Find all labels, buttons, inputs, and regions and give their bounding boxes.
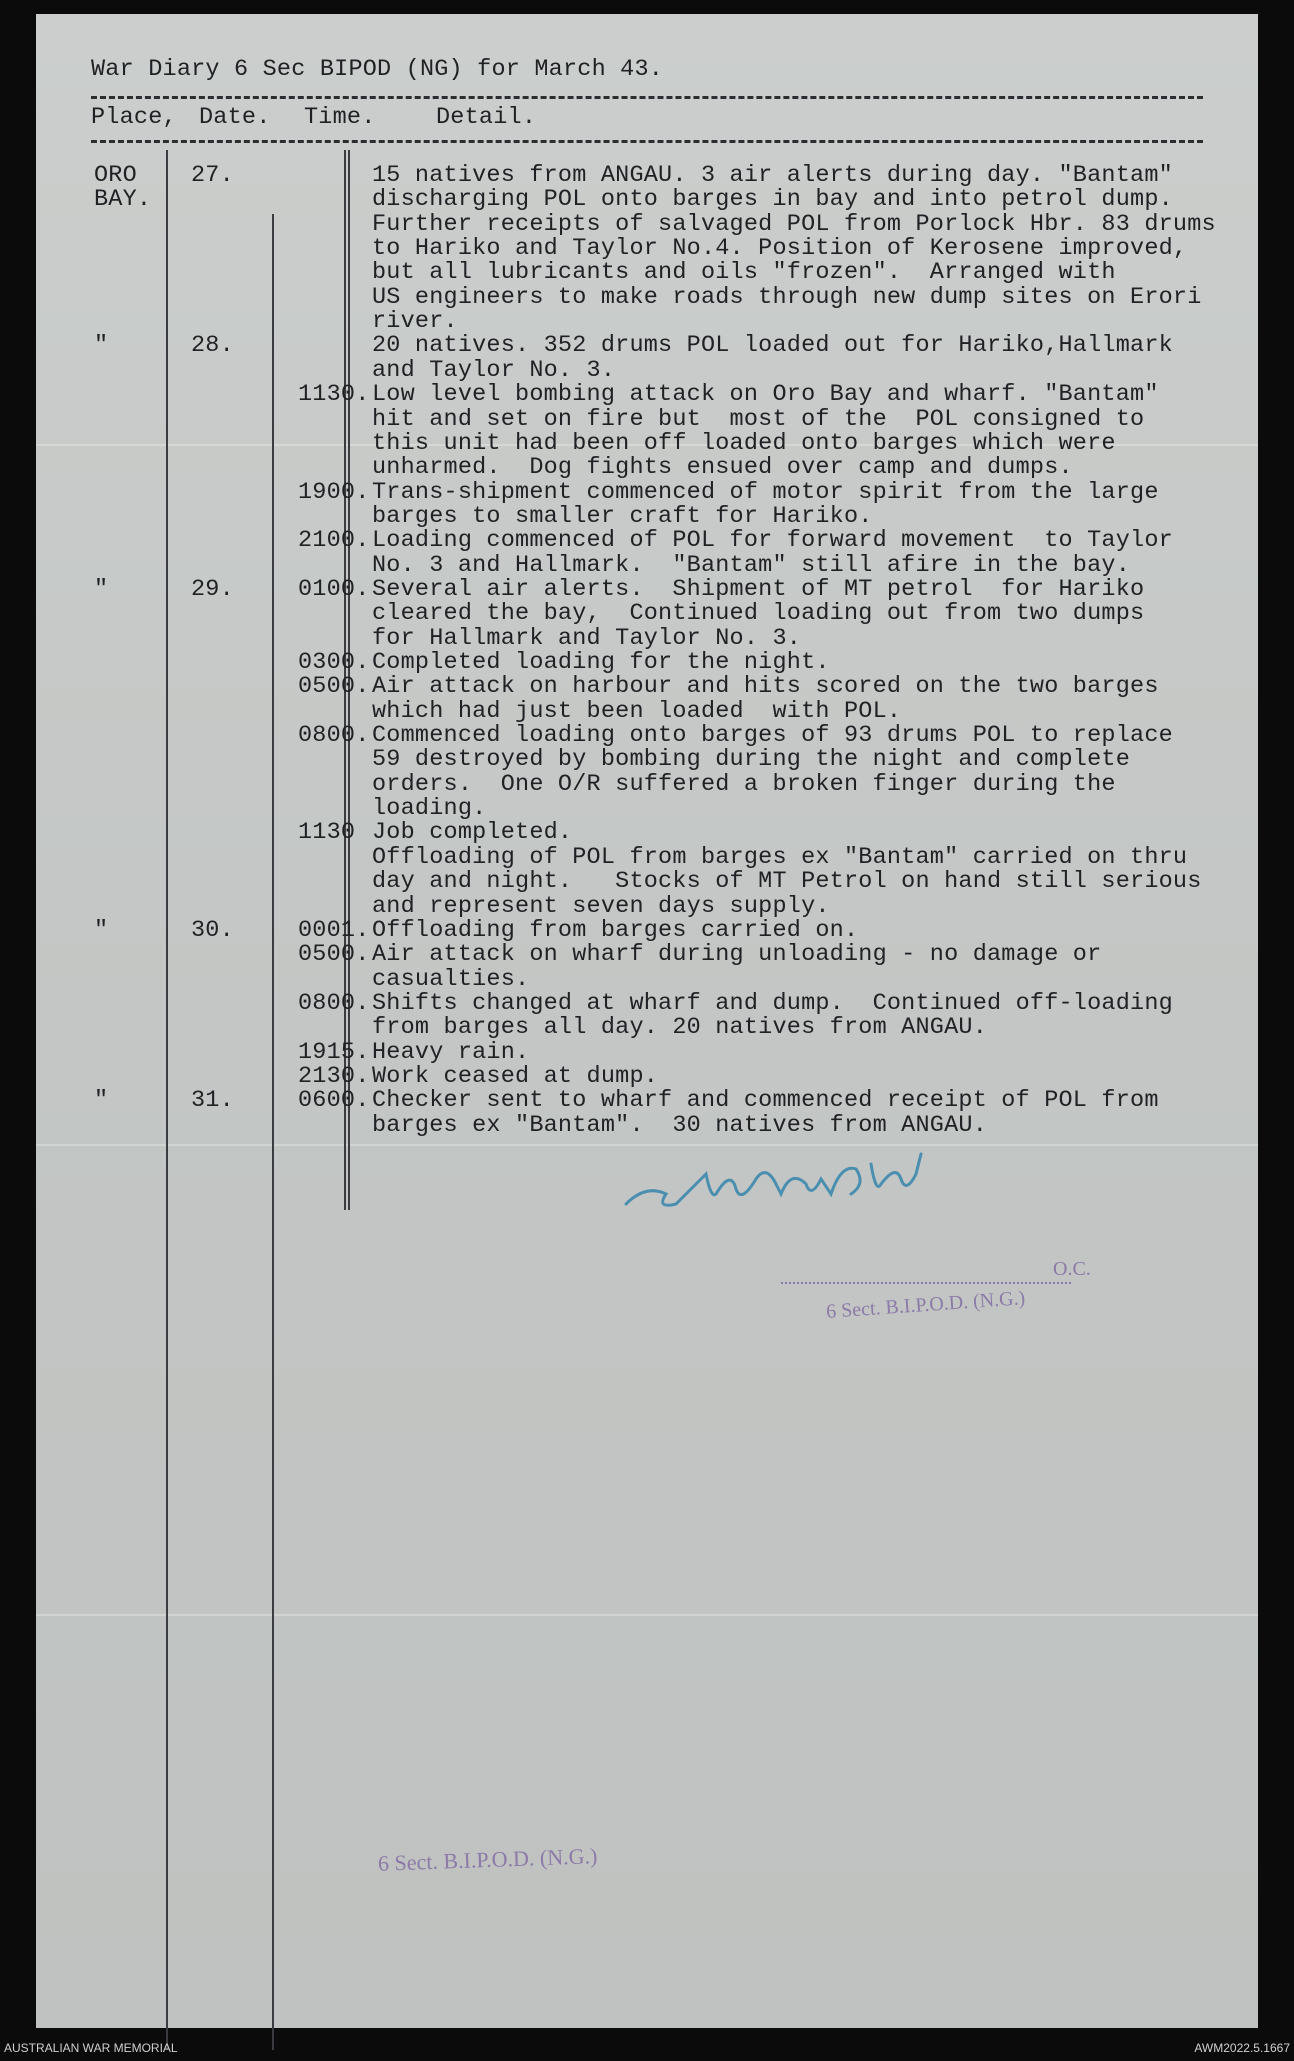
entry-detail: and represent seven days supply. xyxy=(372,892,830,920)
diary-title: War Diary 6 Sec BIPOD (NG) for March 43. xyxy=(91,56,664,83)
column-rule-date xyxy=(272,214,274,2050)
entry-detail: US engineers to make roads through new dump sites on Erori xyxy=(372,283,1202,311)
entry-detail: which had just been loaded with POL. xyxy=(372,697,902,725)
entry-detail: discharging POL onto barges in bay and into petrol dump. xyxy=(372,186,1173,214)
stamp-unit-label: 6 Sect. B.I.P.O.D. (N.G.) xyxy=(825,1287,1026,1323)
entry-date: 30. xyxy=(191,916,234,944)
entry-time: 0800. xyxy=(298,989,370,1017)
entry-detail: 59 destroyed by bombing during the night and complete xyxy=(372,746,1131,774)
entry-detail: cleared the bay, Continued loading out from two dumps xyxy=(372,600,1145,628)
entry-place: " xyxy=(94,1087,109,1115)
column-rule-place xyxy=(166,150,168,2050)
entry-detail: from barges all day. 20 natives from ANGAU. xyxy=(372,1014,987,1042)
entry-place: " xyxy=(94,916,109,944)
entry-detail: barges to smaller craft for Hariko. xyxy=(372,502,873,530)
entry-place: " xyxy=(94,575,109,603)
entry-detail: unharmed. Dog fights ensued over camp and dumps. xyxy=(372,454,1073,482)
entry-time: 1900. xyxy=(298,478,370,506)
entry-time: 0100. xyxy=(298,575,370,603)
entry-time: 1915. xyxy=(298,1038,370,1066)
entry-time: 0800. xyxy=(298,722,370,750)
entry-time: 2130. xyxy=(298,1062,370,1090)
entry-date: 28. xyxy=(191,332,234,360)
stamp-oc-label: O.C. xyxy=(1053,1258,1091,1280)
entry-date: 31. xyxy=(191,1087,234,1115)
entry-time: 0500. xyxy=(298,941,370,969)
stamp-signature-line xyxy=(781,1282,1071,1284)
entry-detail: for Hallmark and Taylor No. 3. xyxy=(372,624,802,652)
column-header-place: Place, xyxy=(91,104,177,131)
entry-time: 1130. xyxy=(298,381,370,409)
entry-time: 0600. xyxy=(298,1087,370,1115)
entry-time: 2100. xyxy=(298,527,370,555)
entry-detail: Job completed. xyxy=(372,819,573,847)
entry-detail: this unit had been off loaded onto barges which were xyxy=(372,429,1116,457)
entry-detail: Completed loading for the night. xyxy=(372,649,830,676)
entry-detail: 15 natives from ANGAU. 3 air alerts during day. "Bantam" xyxy=(372,162,1173,189)
officer-signature xyxy=(616,1124,936,1234)
entry-place: ORO xyxy=(94,162,137,189)
diary-page xyxy=(36,14,1258,2028)
entry-date: 29. xyxy=(191,575,234,603)
entry-date: 27. xyxy=(191,162,234,189)
entry-detail: No. 3 and Hallmark. "Bantam" still afire in the bay. xyxy=(372,551,1131,579)
entry-detail: Checker sent to wharf and commenced receipt of POL from xyxy=(372,1087,1159,1115)
entry-detail: and Taylor No. 3. xyxy=(372,356,616,384)
entry-detail: casualties. xyxy=(372,965,530,993)
entry-time: 1130 xyxy=(298,819,356,847)
entry-detail: Loading commenced of POL for forward movement to Taylor xyxy=(372,527,1173,555)
column-header-time: Time. xyxy=(304,104,376,131)
entry-detail: Low level bombing attack on Oro Bay and wharf. "Bantam" xyxy=(372,381,1159,409)
entry-detail: Work ceased at dump. xyxy=(372,1062,659,1090)
entry-detail: Trans-shipment commenced of motor spirit from the large xyxy=(372,478,1159,506)
footer-accession-number: AWM2022.5.1667 xyxy=(1194,2041,1290,2055)
column-header-date: Date. xyxy=(199,104,271,131)
entry-detail: day and night. Stocks of MT Petrol on hand still serious xyxy=(372,868,1202,896)
entry-time: 0500. xyxy=(298,673,370,701)
entry-detail: but all lubricants and oils "frozen". Arranged with xyxy=(372,259,1116,287)
entry-time: 0300. xyxy=(298,649,370,676)
entry-detail: Further receipts of salvaged POL from Porlock Hbr. 83 drums xyxy=(372,210,1216,238)
entry-detail: 20 natives. 352 drums POL loaded out for Hariko,Hallmark xyxy=(372,332,1173,360)
paper-fold xyxy=(36,1614,1258,1616)
entry-detail: Air attack on harbour and hits scored on the two barges xyxy=(372,673,1159,701)
header-divider-top xyxy=(91,96,1203,99)
entry-detail: barges ex "Bantam". 30 natives from ANGAU. xyxy=(372,1111,987,1139)
entry-detail: river. xyxy=(372,308,458,336)
entry-detail: Several air alerts. Shipment of MT petrol for Hariko xyxy=(372,575,1145,603)
entry-detail: orders. One O/R suffered a broken finger during the xyxy=(372,770,1116,798)
entry-detail: to Hariko and Taylor No.4. Position of Kerosene improved, xyxy=(372,235,1188,263)
entry-detail: Air attack on wharf during unloading - no damage or xyxy=(372,941,1102,969)
column-header-detail: Detail. xyxy=(436,104,537,131)
entry-detail: Heavy rain. xyxy=(372,1038,530,1066)
entry-time: 0001. xyxy=(298,916,370,944)
footer-credit: AUSTRALIAN WAR MEMORIAL xyxy=(4,2041,178,2055)
entry-detail: hit and set on fire but most of the POL consigned to xyxy=(372,405,1145,433)
header-divider-bottom xyxy=(91,140,1203,143)
entry-place: BAY. xyxy=(94,186,152,214)
entry-detail: Offloading from barges carried on. xyxy=(372,916,859,944)
entry-detail: Commenced loading onto barges of 93 drums POL to replace xyxy=(372,722,1173,750)
entry-detail: Offloading of POL from barges ex "Bantam" carried on thru xyxy=(372,843,1188,871)
unit-stamp: 6 Sect. B.I.P.O.D. (N.G.) xyxy=(377,1843,598,1876)
entry-place: " xyxy=(94,332,109,360)
entry-detail: Shifts changed at wharf and dump. Continued off-loading xyxy=(372,989,1173,1017)
entry-detail: loading. xyxy=(372,795,487,823)
